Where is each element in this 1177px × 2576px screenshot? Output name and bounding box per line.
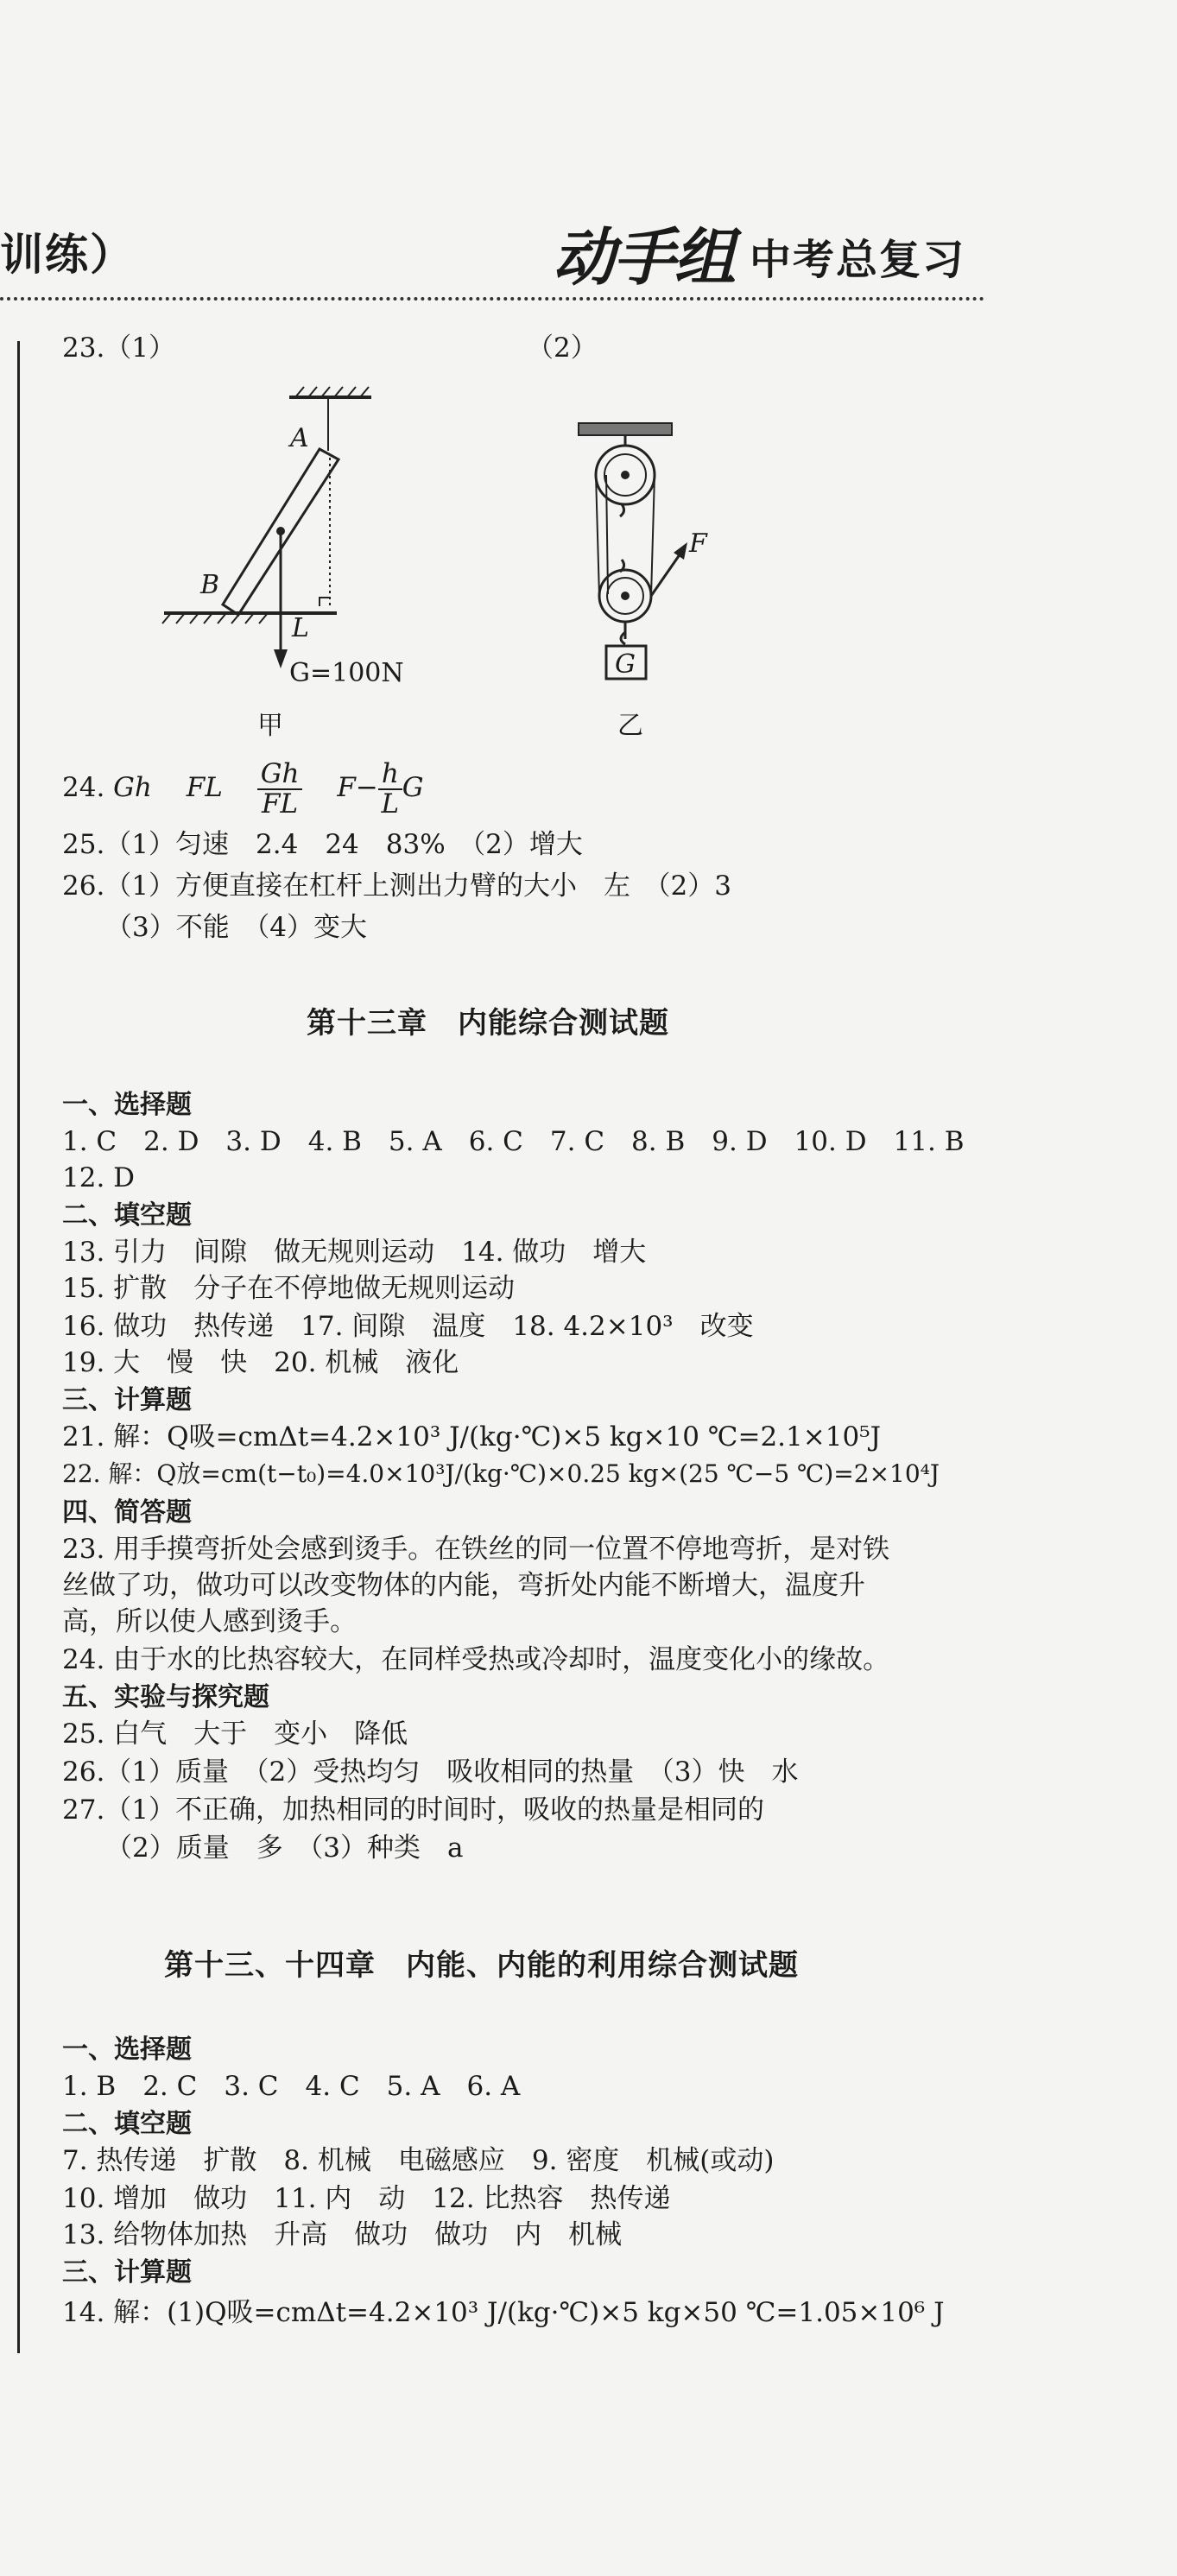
- ch1314-section-2: 二、填空题: [62, 2109, 192, 2139]
- chapter13-title: 第十三章 内能综合测试题: [307, 1006, 669, 1041]
- ch13-line-16: （2）质量 多 （3）种类 a: [105, 1832, 464, 1864]
- ch13-line-4: 15. 扩散 分子在不停地做无规则运动: [62, 1273, 516, 1304]
- q24-frac2-num: h: [378, 760, 402, 790]
- ch13-line-12: 24. 由于水的比热容较大，在同样受热或冷却时，温度变化小的缘故。: [62, 1644, 890, 1675]
- pulley-label-f: F: [689, 528, 707, 559]
- ch1314-section-1: 一、选择题: [62, 2035, 192, 2065]
- ch1314-line-3: 10. 增加 做功 11. 内 动 12. 比热容 热传递: [62, 2183, 671, 2214]
- ch1314-line-5: 14. 解：(1)Q吸=cmΔt=4.2×10³ J/(kg·℃)×5 kg×50 ℃=1.05×10⁶ J: [62, 2297, 945, 2328]
- q26-line: 26.（1）方便直接在杠杆上测出力臂的大小 左 （2）3: [62, 870, 731, 902]
- ch13-line-10: 丝做了功，做功可以改变物体的内能，弯折处内能不断增大，温度升: [62, 1570, 865, 1601]
- ch13-section-1: 一、选择题: [62, 1090, 192, 1120]
- chapter1314-title: 第十三、十四章 内能、内能的利用综合测试题: [164, 1948, 799, 1983]
- ch13-section-5: 五、实验与探究题: [62, 1682, 269, 1712]
- q25-line: 25.（1）匀速 2.4 24 83% （2）增大: [62, 829, 583, 860]
- lever-label-l: L: [292, 613, 309, 643]
- lever-label-g: G=100N: [289, 658, 404, 688]
- ch13-line-9: 23. 用手摸弯折处会感到烫手。在铁丝的同一位置不停地弯折，是对铁: [62, 1534, 890, 1565]
- q24-frac1-den: FL: [262, 788, 299, 820]
- header-brand-logo: 动手组: [553, 220, 735, 294]
- q26-line-indent: （3）不能 （4）变大: [105, 912, 367, 943]
- ch13-line-6: 19. 大 慢 快 20. 机械 液化: [62, 1347, 459, 1378]
- ch1314-line-1: 1. B 2. C 3. C 4. C 5. A 6. A: [62, 2071, 521, 2102]
- q24-frac1: [257, 760, 303, 818]
- header-dotted-rule: [0, 297, 984, 301]
- q24-term3: F−: [337, 772, 378, 804]
- q23-label-2: （2）: [527, 332, 598, 364]
- header-left-text: 训练）: [0, 230, 135, 280]
- ch13-line-14: 26.（1）质量 （2）受热均匀 吸收相同的热量 （3）快 水: [62, 1756, 799, 1788]
- ch13-line-5: 16. 做功 热传递 17. 间隙 温度 18. 4.2×10³ 改变: [62, 1311, 754, 1342]
- q23-label: 23.（1）: [62, 332, 176, 364]
- ch1314-section-3: 三、计算题: [62, 2257, 192, 2288]
- ch1314-line-4: 13. 给物体加热 升高 做功 做功 内 机械: [62, 2219, 623, 2250]
- ch1314-line-2: 7. 热传递 扩散 8. 机械 电磁感应 9. 密度 机械(或动): [62, 2145, 775, 2176]
- q24-frac1-num: Gh: [257, 760, 303, 790]
- q24-term4: G: [402, 772, 424, 804]
- pulley-caption: 乙: [617, 711, 643, 741]
- header-subtitle: 中考总复习: [750, 236, 966, 284]
- ch13-section-2: 二、填空题: [62, 1200, 192, 1231]
- ch13-line-7: 21. 解：Q吸=cmΔt=4.2×10³ J/(kg·℃)×5 kg×10 ℃=2.1×10⁵J: [62, 1421, 882, 1453]
- ch13-line-13: 25. 白气 大于 变小 降低: [62, 1718, 408, 1750]
- q24-frac2: [378, 760, 402, 818]
- left-margin-rule: [17, 341, 20, 2353]
- ch13-line-1: 1. C 2. D 3. D 4. B 5. A 6. C 7. C 8. B 9. D 10. D 11. B: [62, 1126, 965, 1157]
- ch13-line-15: 27.（1）不正确，加热相同的时间时，吸收的热量是相同的: [62, 1794, 765, 1826]
- ch13-line-8: 22. 解：Q放=cm(t−t₀)=4.0×10³J/(kg·℃)×0.25 kg×(25 ℃−5 ℃)=2×10⁴J: [62, 1459, 940, 1488]
- ch13-section-4: 四、简答题: [62, 1497, 192, 1528]
- q24-prefix: 24.: [62, 772, 105, 804]
- pulley-label-g: G: [615, 649, 636, 680]
- q24-line: [62, 760, 424, 818]
- ch13-line-2: 12. D: [62, 1162, 136, 1193]
- q24-frac2-den: L: [381, 788, 400, 820]
- lever-caption: 甲: [257, 711, 283, 741]
- q24-term2: FL: [186, 772, 223, 804]
- figure-lever: [147, 380, 423, 691]
- lever-label-a: A: [290, 423, 309, 453]
- ch13-line-11: 高，所以使人感到烫手。: [62, 1606, 357, 1637]
- ch13-section-3: 三、计算题: [62, 1385, 192, 1415]
- lever-label-b: B: [200, 570, 220, 600]
- ch13-line-3: 13. 引力 间隙 做无规则运动 14. 做功 增大: [62, 1237, 647, 1268]
- q24-term1: Gh: [113, 772, 152, 804]
